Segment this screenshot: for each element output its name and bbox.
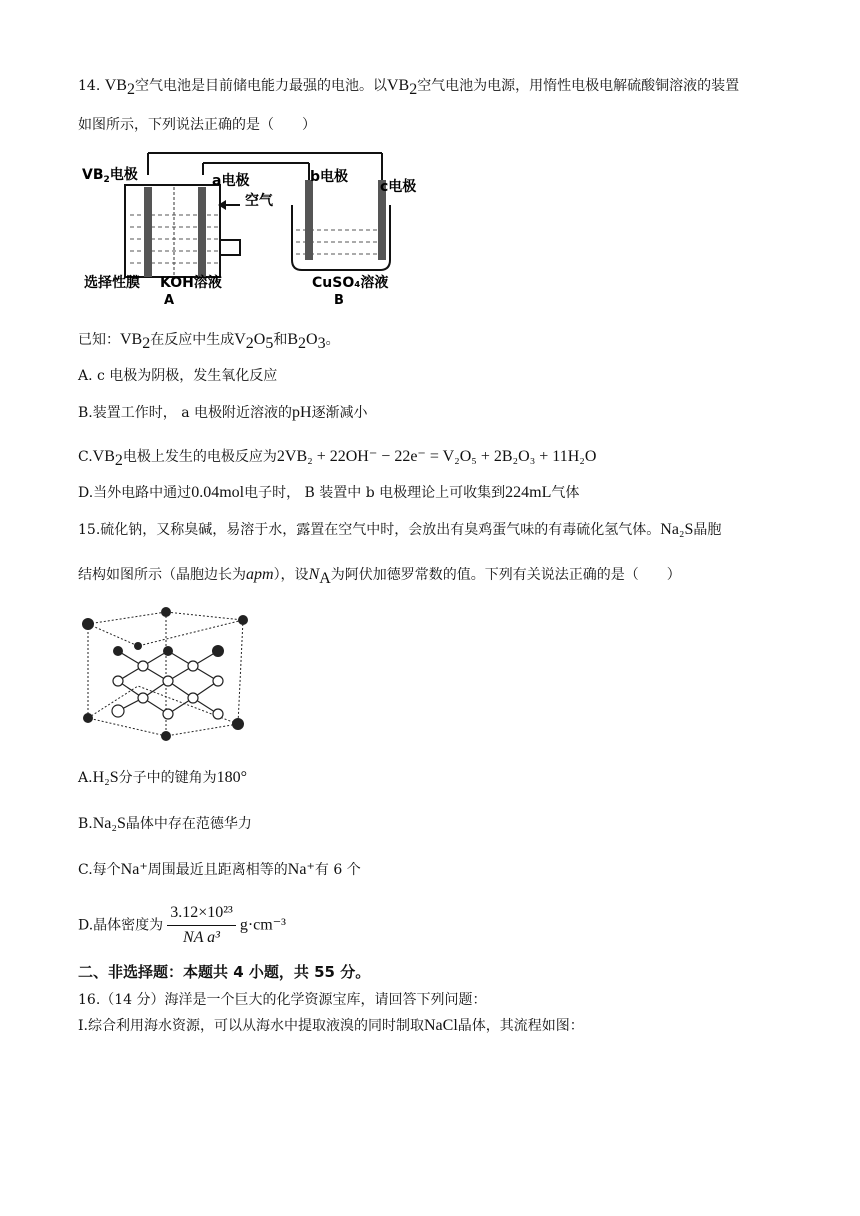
section-heading: 二、非选择题：本题共 4 小题，共 55 分。 xyxy=(78,963,371,981)
vb2-electrode-label: $VB_2$电极 xyxy=(82,167,138,185)
q14-option-d: D.当外电路中通过0.04mol电子时， B 装置中 b 电极理论上可收集到224mL气体 xyxy=(78,484,580,501)
q15-option-c: C.每个Na⁺周围最近且距离相等的Na⁺有 6 个 xyxy=(78,861,361,878)
q14-option-b: B.装置工作时， a 电极附近溶液的pH逐渐减小 xyxy=(78,404,368,421)
container-a-label: A xyxy=(164,293,175,308)
q14-known: 已知：$VB_2$在反应中生成$V_2O_5$和$B_2O_3$。 xyxy=(78,331,340,352)
q16-stem-line2: Ⅰ.综合利用海水资源，可以从海水中提取液溴的同时制取NaCl晶体，其流程如图： xyxy=(78,1017,584,1034)
q15-option-a: A.H₂S分子中的键角为180° xyxy=(78,769,247,786)
c-electrode-label: c电极 xyxy=(380,179,417,195)
air-label: 空气 xyxy=(245,193,273,209)
b-electrode-label: b电极 xyxy=(310,169,349,185)
a-electrode-label: a电极 xyxy=(212,173,250,189)
q14-stem-line2: 如图所示，下列说法正确的是（ ） xyxy=(78,117,316,133)
q16-stem-line1: 16.（14 分）海洋是一个巨大的化学资源宝库，请回答下列问题： xyxy=(78,992,487,1008)
membrane-label: 选择性膜 xyxy=(84,275,140,291)
q15-stem-line2: 结构如图所示（晶胞边长为apm），设$N_A$为阿伏加德罗常数的值。下列有关说法正确的是（ ） xyxy=(78,566,681,587)
q14-stem-line1: 14. $VB_2$空气电池是目前储电能力最强的电池。以$VB_2$空气电池为电源，用惰性电极电解硫酸铜溶液的装置 xyxy=(78,77,740,98)
q15-stem-line1: 15.硫化钠，又称臭碱，易溶于水，露置在空气中时，会放出有臭鸡蛋气味的有毒硫化氢气体。Na₂S晶胞 xyxy=(78,521,722,538)
koh-label: KOH溶液 xyxy=(160,275,222,291)
q14-apparatus-figure xyxy=(80,145,425,310)
q14-option-c: $C.VB_2$电极上发生的电极反应为2VB₂ + 22OH⁻ − 22e⁻ = V₂O₅ + 2B₂O₃ + 11H₂O xyxy=(78,448,597,469)
q15-crystal-figure xyxy=(78,606,253,746)
q14-option-a: A. c 电极为阴极，发生氧化反应 xyxy=(78,368,278,384)
container-b-label: B xyxy=(334,293,344,308)
density-fraction: $\frac{\text{3.12×10²³}}{\text{NA a³}}$ xyxy=(167,903,236,948)
q15-option-d: D.晶体密度为 $\frac{\text{3.12×10²³}}{\text{NA a³}}$ g·cm⁻³ xyxy=(78,904,286,946)
cuso4-label: CuSO₄溶液 xyxy=(312,275,389,291)
q15-option-b: B.Na₂S晶体中存在范德华力 xyxy=(78,815,252,832)
